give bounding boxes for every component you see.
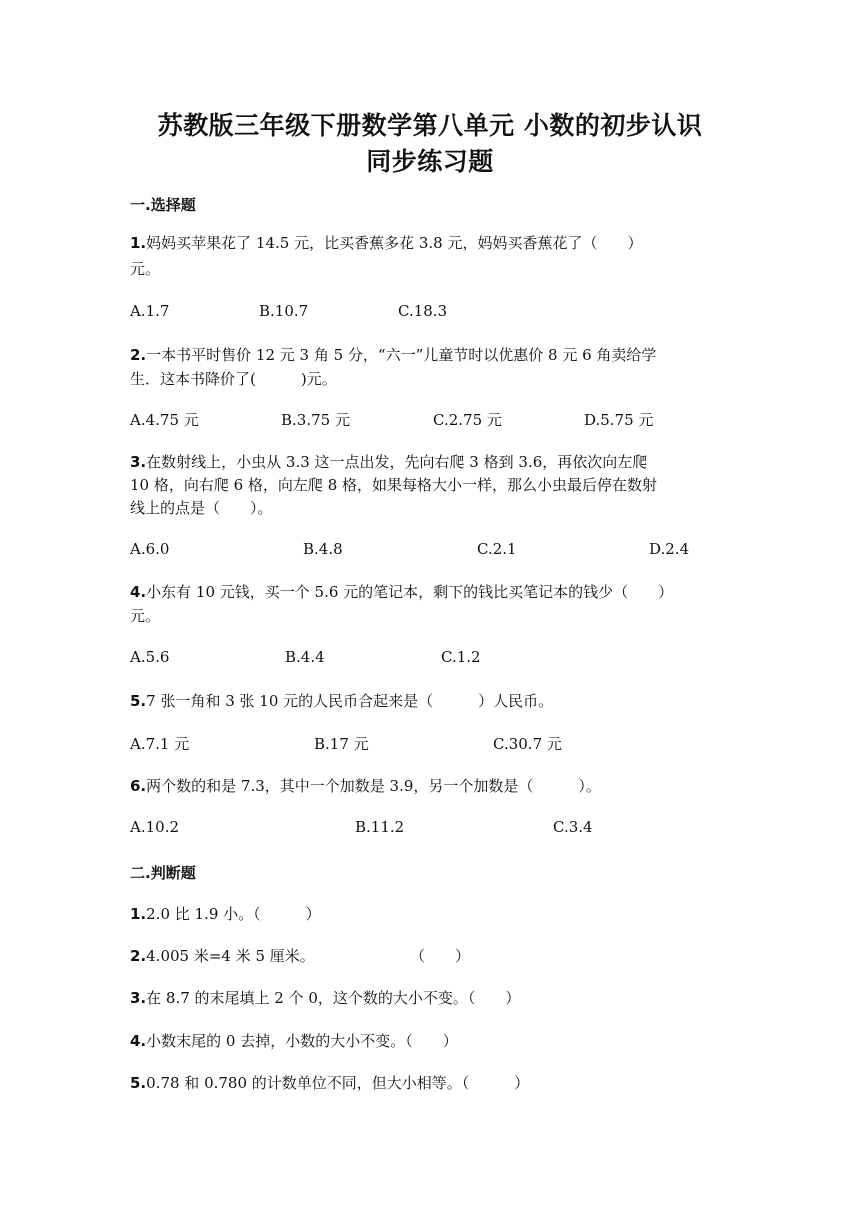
judgement-5 xyxy=(130,1072,529,1095)
question-number: 5. xyxy=(130,1074,147,1092)
question-text: 一本书平时售价 12 元 3 角 5 分，“六一”儿童节时以优惠价 8 元 6 角卖给学 xyxy=(146,346,657,364)
question-number: 3. xyxy=(130,989,147,1007)
question-number: 4. xyxy=(130,583,147,601)
question-2-line-2: 生．这本书降价了( )元。 xyxy=(130,370,337,388)
question-4-line-2: 元。 xyxy=(130,607,161,625)
q4-option-a[interactable]: A.5.6 xyxy=(130,648,170,666)
question-6-line-1 xyxy=(130,775,601,798)
question-4-line-1 xyxy=(130,581,673,604)
question-3-line-3: 线上的点是（ ）。 xyxy=(130,499,273,517)
question-number: 6. xyxy=(130,777,147,795)
section-heading-choice: 一.选择题 xyxy=(130,196,196,214)
q3-option-a[interactable]: A.6.0 xyxy=(130,540,170,558)
question-number: 3. xyxy=(130,453,147,471)
q5-option-c[interactable]: C.30.7 元 xyxy=(493,735,562,753)
question-text: 妈妈买苹果花了 14.5 元，比买香蕉多花 3.8 元，妈妈买香蕉花了（ ） xyxy=(146,234,643,252)
q3-option-d[interactable]: D.2.4 xyxy=(649,540,690,558)
judgement-4 xyxy=(130,1030,458,1053)
question-text: 在 8.7 的末尾填上 2 个 0，这个数的大小不变。（ ） xyxy=(146,989,521,1007)
q1-option-a[interactable]: A.1.7 xyxy=(130,302,170,320)
q1-option-c[interactable]: C.18.3 xyxy=(398,302,448,320)
judgement-3 xyxy=(130,987,520,1010)
q4-option-c[interactable]: C.1.2 xyxy=(441,648,481,666)
question-2-line-1 xyxy=(130,344,656,367)
q6-option-c[interactable]: C.3.4 xyxy=(553,818,593,836)
q2-option-d[interactable]: D.5.75 元 xyxy=(584,411,654,429)
q5-option-a[interactable]: A.7.1 元 xyxy=(130,735,190,753)
question-number: 2. xyxy=(130,947,147,965)
question-3-line-1 xyxy=(130,451,647,474)
title-line-1: 苏教版三年级下册数学第八单元 小数的初步认识 xyxy=(157,111,703,140)
judgement-2 xyxy=(130,945,315,968)
question-number: 1. xyxy=(130,905,147,923)
q2-option-a[interactable]: A.4.75 元 xyxy=(130,411,199,429)
q2-option-b[interactable]: B.3.75 元 xyxy=(281,411,350,429)
q3-option-c[interactable]: C.2.1 xyxy=(477,540,517,558)
title-line-2: 同步练习题 xyxy=(366,147,494,176)
q4-option-b[interactable]: B.4.4 xyxy=(285,648,325,666)
q2-option-c[interactable]: C.2.75 元 xyxy=(433,411,502,429)
question-1-line-1 xyxy=(130,232,642,255)
question-text: 7 张一角和 3 张 10 元的人民币合起来是（ ）人民币。 xyxy=(146,692,554,710)
question-1-line-2: 元。 xyxy=(130,260,161,278)
question-3-line-2: 10 格，向右爬 6 格，向左爬 8 格，如果每格大小一样，那么小虫最后停在数射 xyxy=(130,476,658,494)
q3-option-b[interactable]: B.4.8 xyxy=(303,540,343,558)
question-text: 在数射线上，小虫从 3.3 这一点出发，先向右爬 3 格到 3.6，再依次向左爬 xyxy=(146,453,648,471)
question-text: 两个数的和是 7.3，其中一个加数是 3.9，另一个加数是（ ）。 xyxy=(146,777,601,795)
judgement-1 xyxy=(130,903,321,926)
section-heading-judgement: 二.判断题 xyxy=(130,864,196,882)
question-number: 1. xyxy=(130,234,147,252)
q6-option-a[interactable]: A.10.2 xyxy=(130,818,179,836)
judgement-2-answer-blank[interactable]: （ ） xyxy=(410,947,471,965)
q1-option-b[interactable]: B.10.7 xyxy=(259,302,309,320)
question-text: 4.005 米=4 米 5 厘米。 xyxy=(146,947,315,965)
question-text: 小东有 10 元钱，买一个 5.6 元的笔记本，剩下的钱比买笔记本的钱少（ ） xyxy=(146,583,674,601)
question-number: 5. xyxy=(130,692,147,710)
q6-option-b[interactable]: B.11.2 xyxy=(355,818,405,836)
question-text: 小数末尾的 0 去掉，小数的大小不变。（ ） xyxy=(146,1032,458,1050)
question-text: 2.0 比 1.9 小。（ ） xyxy=(146,905,321,923)
question-text: 0.78 和 0.780 的计数单位不同，但大小相等。（ ） xyxy=(146,1074,530,1092)
question-number: 2. xyxy=(130,346,147,364)
question-5-line-1 xyxy=(130,690,553,713)
question-number: 4. xyxy=(130,1032,147,1050)
q5-option-b[interactable]: B.17 元 xyxy=(314,735,369,753)
